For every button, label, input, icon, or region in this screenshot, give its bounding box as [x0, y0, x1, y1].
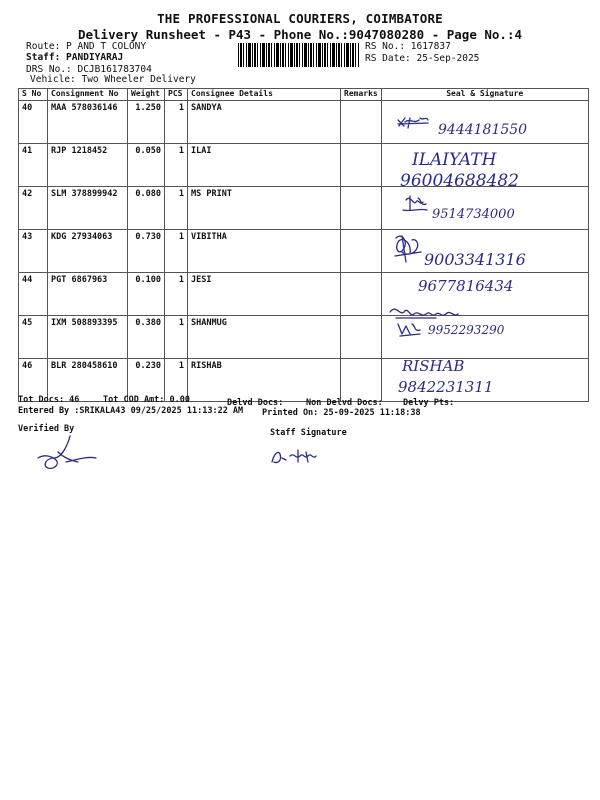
weight-cell: 0.080	[128, 187, 165, 230]
handwritten-phone: 9842231311	[398, 378, 494, 396]
weight-cell: 0.050	[128, 144, 165, 187]
col-consignee: Consignee Details	[188, 89, 341, 101]
consignee-cell: SHANMUG	[188, 316, 341, 359]
handwritten-phone: 96004688482	[400, 171, 519, 191]
rs-number: RS No.: 1617837	[365, 41, 451, 52]
consignment-cell: BLR 280458610	[48, 359, 128, 402]
col-pcs: PCS	[165, 89, 188, 101]
staff-label: Staff: PANDIYARAJ	[26, 52, 124, 63]
sno-cell: 41	[19, 144, 48, 187]
col-consignment: Consignment No	[48, 89, 128, 101]
handwritten-phone: 9952293290	[428, 323, 505, 337]
col-signature: Seal & Signature	[381, 89, 588, 101]
handwritten-phone: 9514734000	[432, 207, 515, 222]
signature-mark	[398, 324, 420, 336]
total-docs: Tot Docs: 46	[18, 395, 80, 405]
col-remarks: Remarks	[341, 89, 382, 101]
consignee-cell: SANDYA	[188, 101, 341, 144]
sno-cell: 45	[19, 316, 48, 359]
pcs-cell: 1	[165, 230, 188, 273]
signature-mark	[395, 236, 421, 262]
handwritten-phone: 9444181550	[438, 122, 528, 138]
col-weight: Weight	[128, 89, 165, 101]
pcs-cell: 1	[165, 101, 188, 144]
pcs-cell: 1	[165, 316, 188, 359]
pcs-cell: 1	[165, 144, 188, 187]
delivery-points: Delvy Pts:	[403, 398, 455, 408]
consignment-cell: IXM 508893395	[48, 316, 128, 359]
drs-label: DRS No.: DCJB161783704	[26, 64, 152, 75]
runsheet-subtitle: Delivery Runsheet - P43 - Phone No.:9047080280 - Page No.:4	[77, 27, 522, 42]
vehicle-label: Vehicle: Two Wheeler Delivery	[30, 74, 196, 85]
non-delivered-docs: Non Delvd Docs:	[306, 398, 383, 408]
consignment-cell: PGT 6867963	[48, 273, 128, 316]
total-cod: Tot COD Amt: 0.00	[103, 395, 190, 405]
weight-cell: 0.230	[128, 359, 165, 402]
consignment-cell: MAA 578036146	[48, 101, 128, 144]
signature-mark	[390, 309, 458, 318]
handwritten-phone: 9677816434	[418, 277, 514, 295]
sno-cell: 46	[19, 359, 48, 402]
weight-cell: 0.380	[128, 316, 165, 359]
rs-date: RS Date: 25-Sep-2025	[365, 53, 480, 64]
company-title: THE PROFESSIONAL COURIERS, COIMBATORE	[157, 11, 443, 26]
handwritten-name: ILAIYATH	[412, 150, 497, 170]
consignee-cell: MS PRINT	[188, 187, 341, 230]
consignee-cell: JESI	[188, 273, 341, 316]
weight-cell: 1.250	[128, 101, 165, 144]
entered-by: Entered By :SRIKALA43 09/25/2025 11:13:22 AM	[18, 406, 244, 416]
weight-cell: 0.730	[128, 230, 165, 273]
signature-mark	[398, 118, 428, 128]
sno-cell: 42	[19, 187, 48, 230]
consignee-cell: VIBITHA	[188, 230, 341, 273]
verified-by-label: Verified By	[18, 424, 75, 434]
pcs-cell: 1	[165, 359, 188, 402]
staff-signature-label: Staff Signature	[270, 428, 347, 438]
pcs-cell: 1	[165, 273, 188, 316]
pcs-cell: 1	[165, 187, 188, 230]
route-label: Route: P AND T COLONY	[26, 41, 147, 52]
printed-on: Printed On: 25-09-2025 11:18:38	[262, 408, 421, 418]
staff-signature	[272, 450, 316, 463]
weight-cell: 0.100	[128, 273, 165, 316]
col-sno: S No	[19, 89, 48, 101]
delivered-docs: Delvd Docs:	[227, 398, 284, 408]
sno-cell: 44	[19, 273, 48, 316]
consignee-cell: ILAI	[188, 144, 341, 187]
consignee-cell: RISHAB	[188, 359, 341, 402]
consignment-cell: SLM 378899942	[48, 187, 128, 230]
handwritten-name: RISHAB	[402, 357, 465, 375]
verified-signature	[38, 436, 96, 468]
consignment-cell: RJP 1218452	[48, 144, 128, 187]
signature-mark	[403, 196, 427, 211]
sno-cell: 40	[19, 101, 48, 144]
consignment-cell: KDG 27934063	[48, 230, 128, 273]
handwritten-phone: 9003341316	[424, 250, 526, 269]
sno-cell: 43	[19, 230, 48, 273]
